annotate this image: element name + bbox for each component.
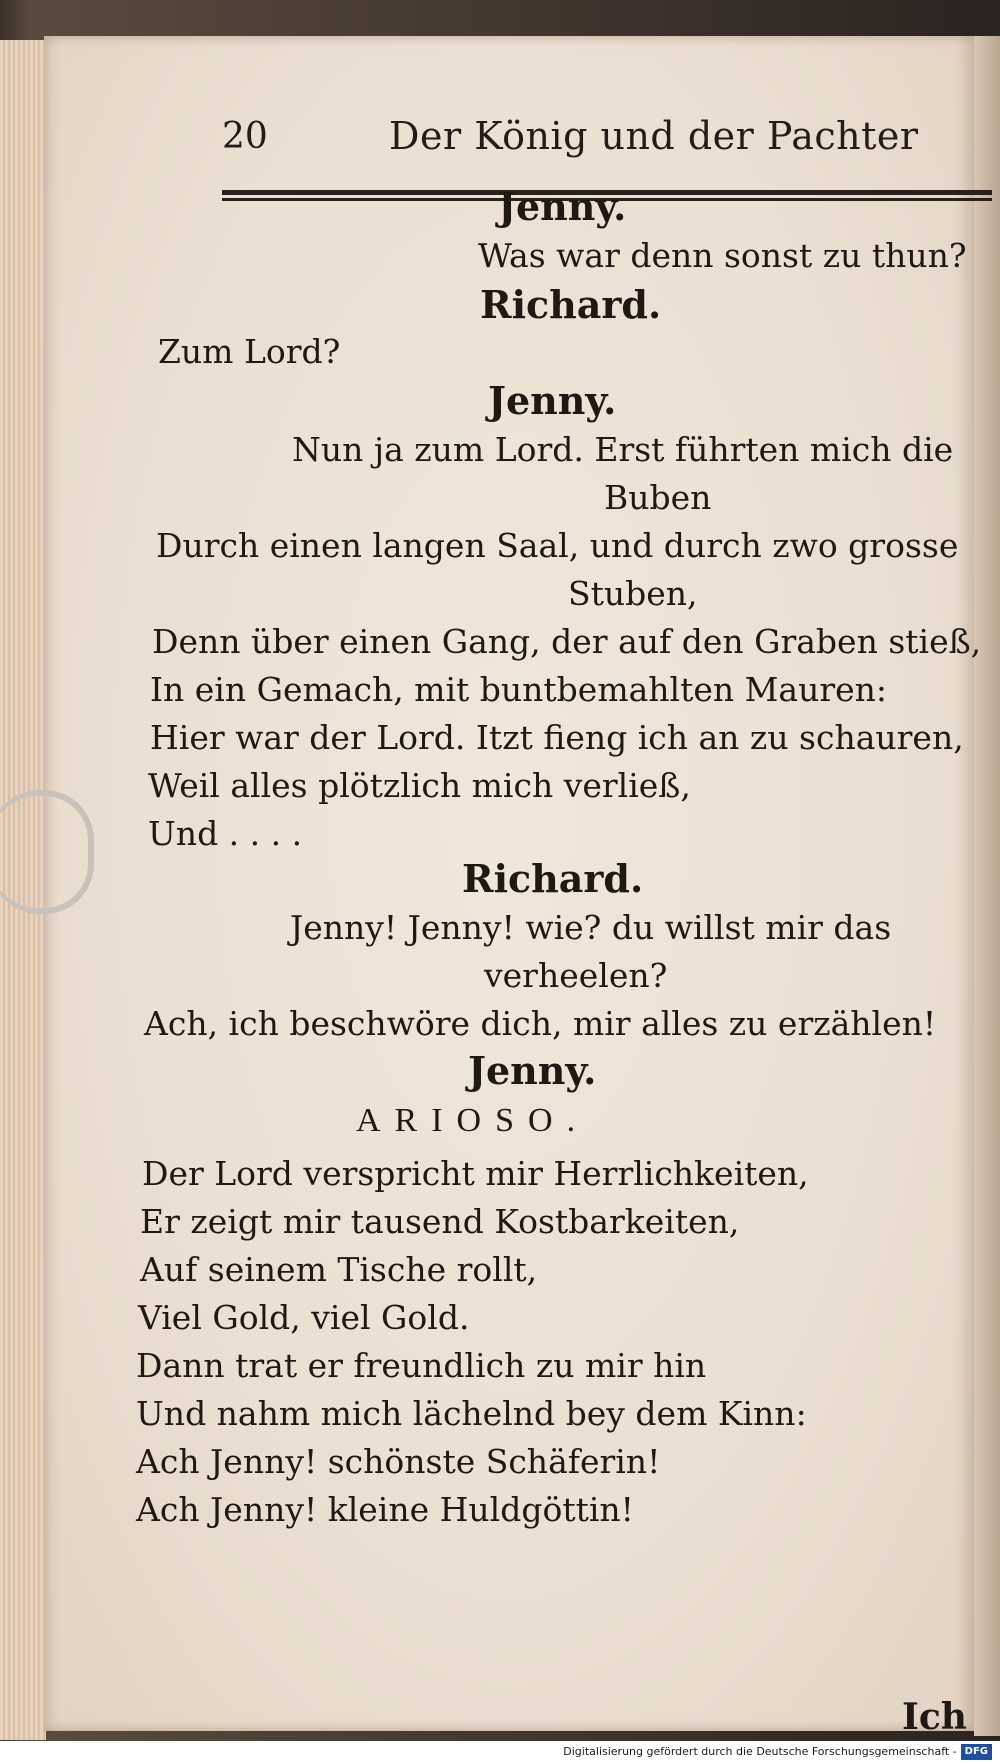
verse-line: verheelen? xyxy=(484,956,668,995)
verse-line: Zum Lord? xyxy=(158,332,341,371)
catchword: Ich xyxy=(902,1696,967,1738)
book-page xyxy=(44,36,982,1738)
verse-line: Er zeigt mir tausend Kostbarkeiten, xyxy=(140,1202,740,1241)
verse-line: Ach Jenny! schönste Schäferin! xyxy=(136,1442,661,1481)
verse-line: Weil alles plötzlich mich verließ, xyxy=(148,766,691,805)
verse-line: Dann trat er freundlich zu mir hin xyxy=(136,1346,707,1385)
verse-line: Auf seinem Tische rollt, xyxy=(140,1250,538,1289)
verse-line: Denn über einen Gang, der auf den Graben stieß, xyxy=(152,622,982,661)
verse-line: In ein Gemach, mit buntbemahlten Mauren: xyxy=(150,670,888,709)
footer-text: Digitalisierung gefördert durch die Deutsche Forschungsgemeinschaft - xyxy=(563,1745,957,1758)
verse-line: Und . . . . xyxy=(148,814,303,853)
page-number: 20 xyxy=(222,116,268,157)
verse-line: Buben xyxy=(604,478,712,517)
speaker-jenny: Jenny. xyxy=(498,184,627,229)
verse-line: Was war denn sonst zu thun? xyxy=(478,236,967,275)
verse-line: Nun ja zum Lord. Erst führten mich die xyxy=(292,430,954,469)
verse-line: Und nahm mich lächelnd bey dem Kinn: xyxy=(136,1394,807,1433)
verse-line: Durch einen langen Saal, und durch zwo grosse xyxy=(156,526,959,565)
footer-credit xyxy=(0,1741,1000,1763)
verse-line: Ach, ich beschwöre dich, mir alles zu erzählen! xyxy=(144,1004,937,1043)
next-page-edge xyxy=(974,36,1000,1736)
verse-line: Stuben, xyxy=(568,574,698,613)
dfg-logo-icon: DFG xyxy=(961,1744,992,1760)
speaker-richard: Richard. xyxy=(462,856,644,901)
speaker-jenny: Jenny. xyxy=(468,1048,597,1093)
verse-line: Der Lord verspricht mir Herrlichkeiten, xyxy=(142,1154,809,1193)
running-title: Der König und der Pachter xyxy=(389,114,919,158)
speaker-jenny: Jenny. xyxy=(488,378,617,423)
verse-line: Jenny! Jenny! wie? du willst mir das xyxy=(290,908,892,947)
book-clip xyxy=(0,790,94,914)
section-heading-arioso: ARIOSO. xyxy=(356,1102,590,1139)
verse-line: Viel Gold, viel Gold. xyxy=(138,1298,470,1337)
speaker-richard: Richard. xyxy=(480,282,662,327)
verse-line: Hier war der Lord. Itzt fieng ich an zu schauren, xyxy=(150,718,964,757)
verse-line: Ach Jenny! kleine Huldgöttin! xyxy=(136,1490,634,1529)
